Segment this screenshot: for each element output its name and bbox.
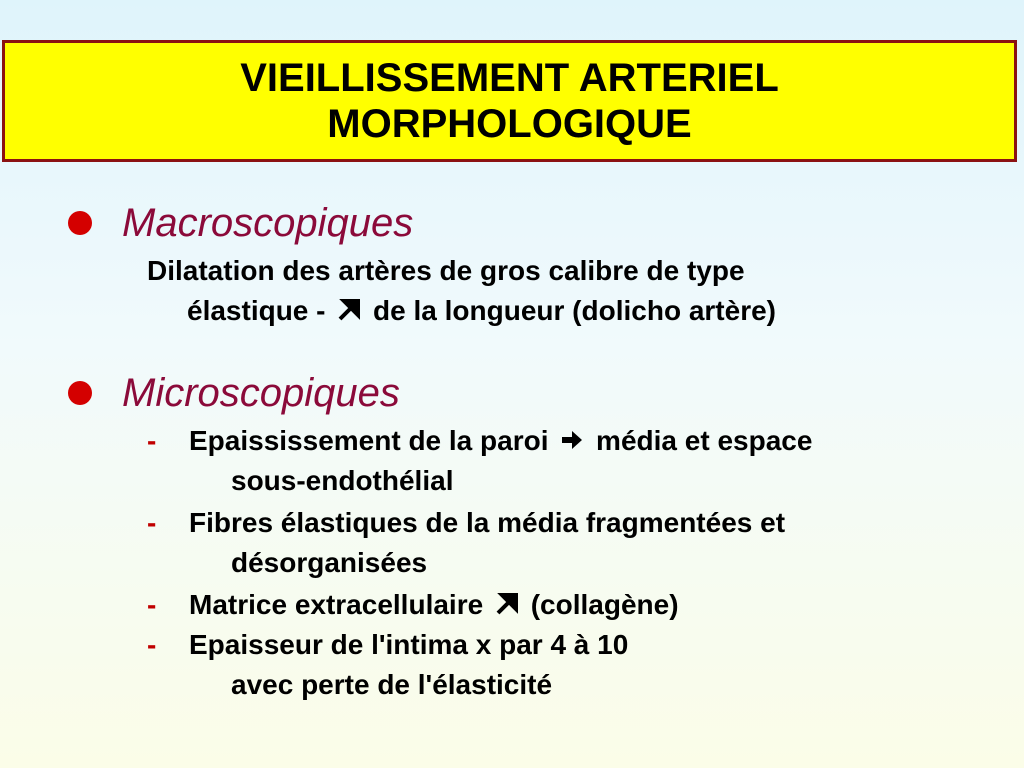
title-line-2: MORPHOLOGIQUE: [327, 102, 692, 146]
macro-text-line-2-post: de la longueur (dolicho artère): [365, 295, 776, 326]
micro-item-3-pre: Matrice extracellulaire: [189, 589, 491, 620]
bullet-macro: [68, 211, 92, 235]
macro-text-line-2: [187, 294, 776, 328]
macro-text-line-2-pre: élastique -: [187, 295, 334, 326]
micro-item-4: Epaisseur de l'intima x par 4 à 10: [189, 629, 629, 660]
micro-item-1-cont: sous-endothélial: [231, 465, 454, 496]
heading-macroscopiques: Macroscopiques: [122, 201, 414, 245]
micro-item-4-cont: avec perte de l'élasticité: [231, 669, 553, 700]
dash-4: -: [147, 629, 157, 660]
micro-item-1-post: média et espace: [588, 425, 813, 456]
bullet-micro: [68, 381, 92, 405]
micro-item-3: [189, 588, 679, 622]
arrow-right-icon: [560, 428, 584, 452]
macro-text-line-1: Dilatation des artères de gros calibre de type: [147, 255, 745, 286]
micro-item-3-post: (collagène): [522, 589, 679, 620]
dash-2: -: [147, 507, 157, 538]
micro-item-1-pre: Epaississement de la paroi: [189, 425, 557, 456]
micro-item-2-cont: désorganisées: [231, 547, 428, 578]
arrow-up-right-icon: [337, 298, 361, 322]
title-line-1: VIEILLISSEMENT ARTERIEL: [240, 56, 779, 100]
micro-item-1: [189, 424, 812, 458]
dash-3: -: [147, 589, 157, 620]
title-box: [2, 40, 1017, 162]
dash-1: -: [147, 425, 157, 456]
micro-item-2: Fibres élastiques de la média fragmentées et: [189, 507, 786, 538]
heading-microscopiques: Microscopiques: [122, 371, 400, 415]
arrow-up-right-icon: [495, 592, 519, 616]
